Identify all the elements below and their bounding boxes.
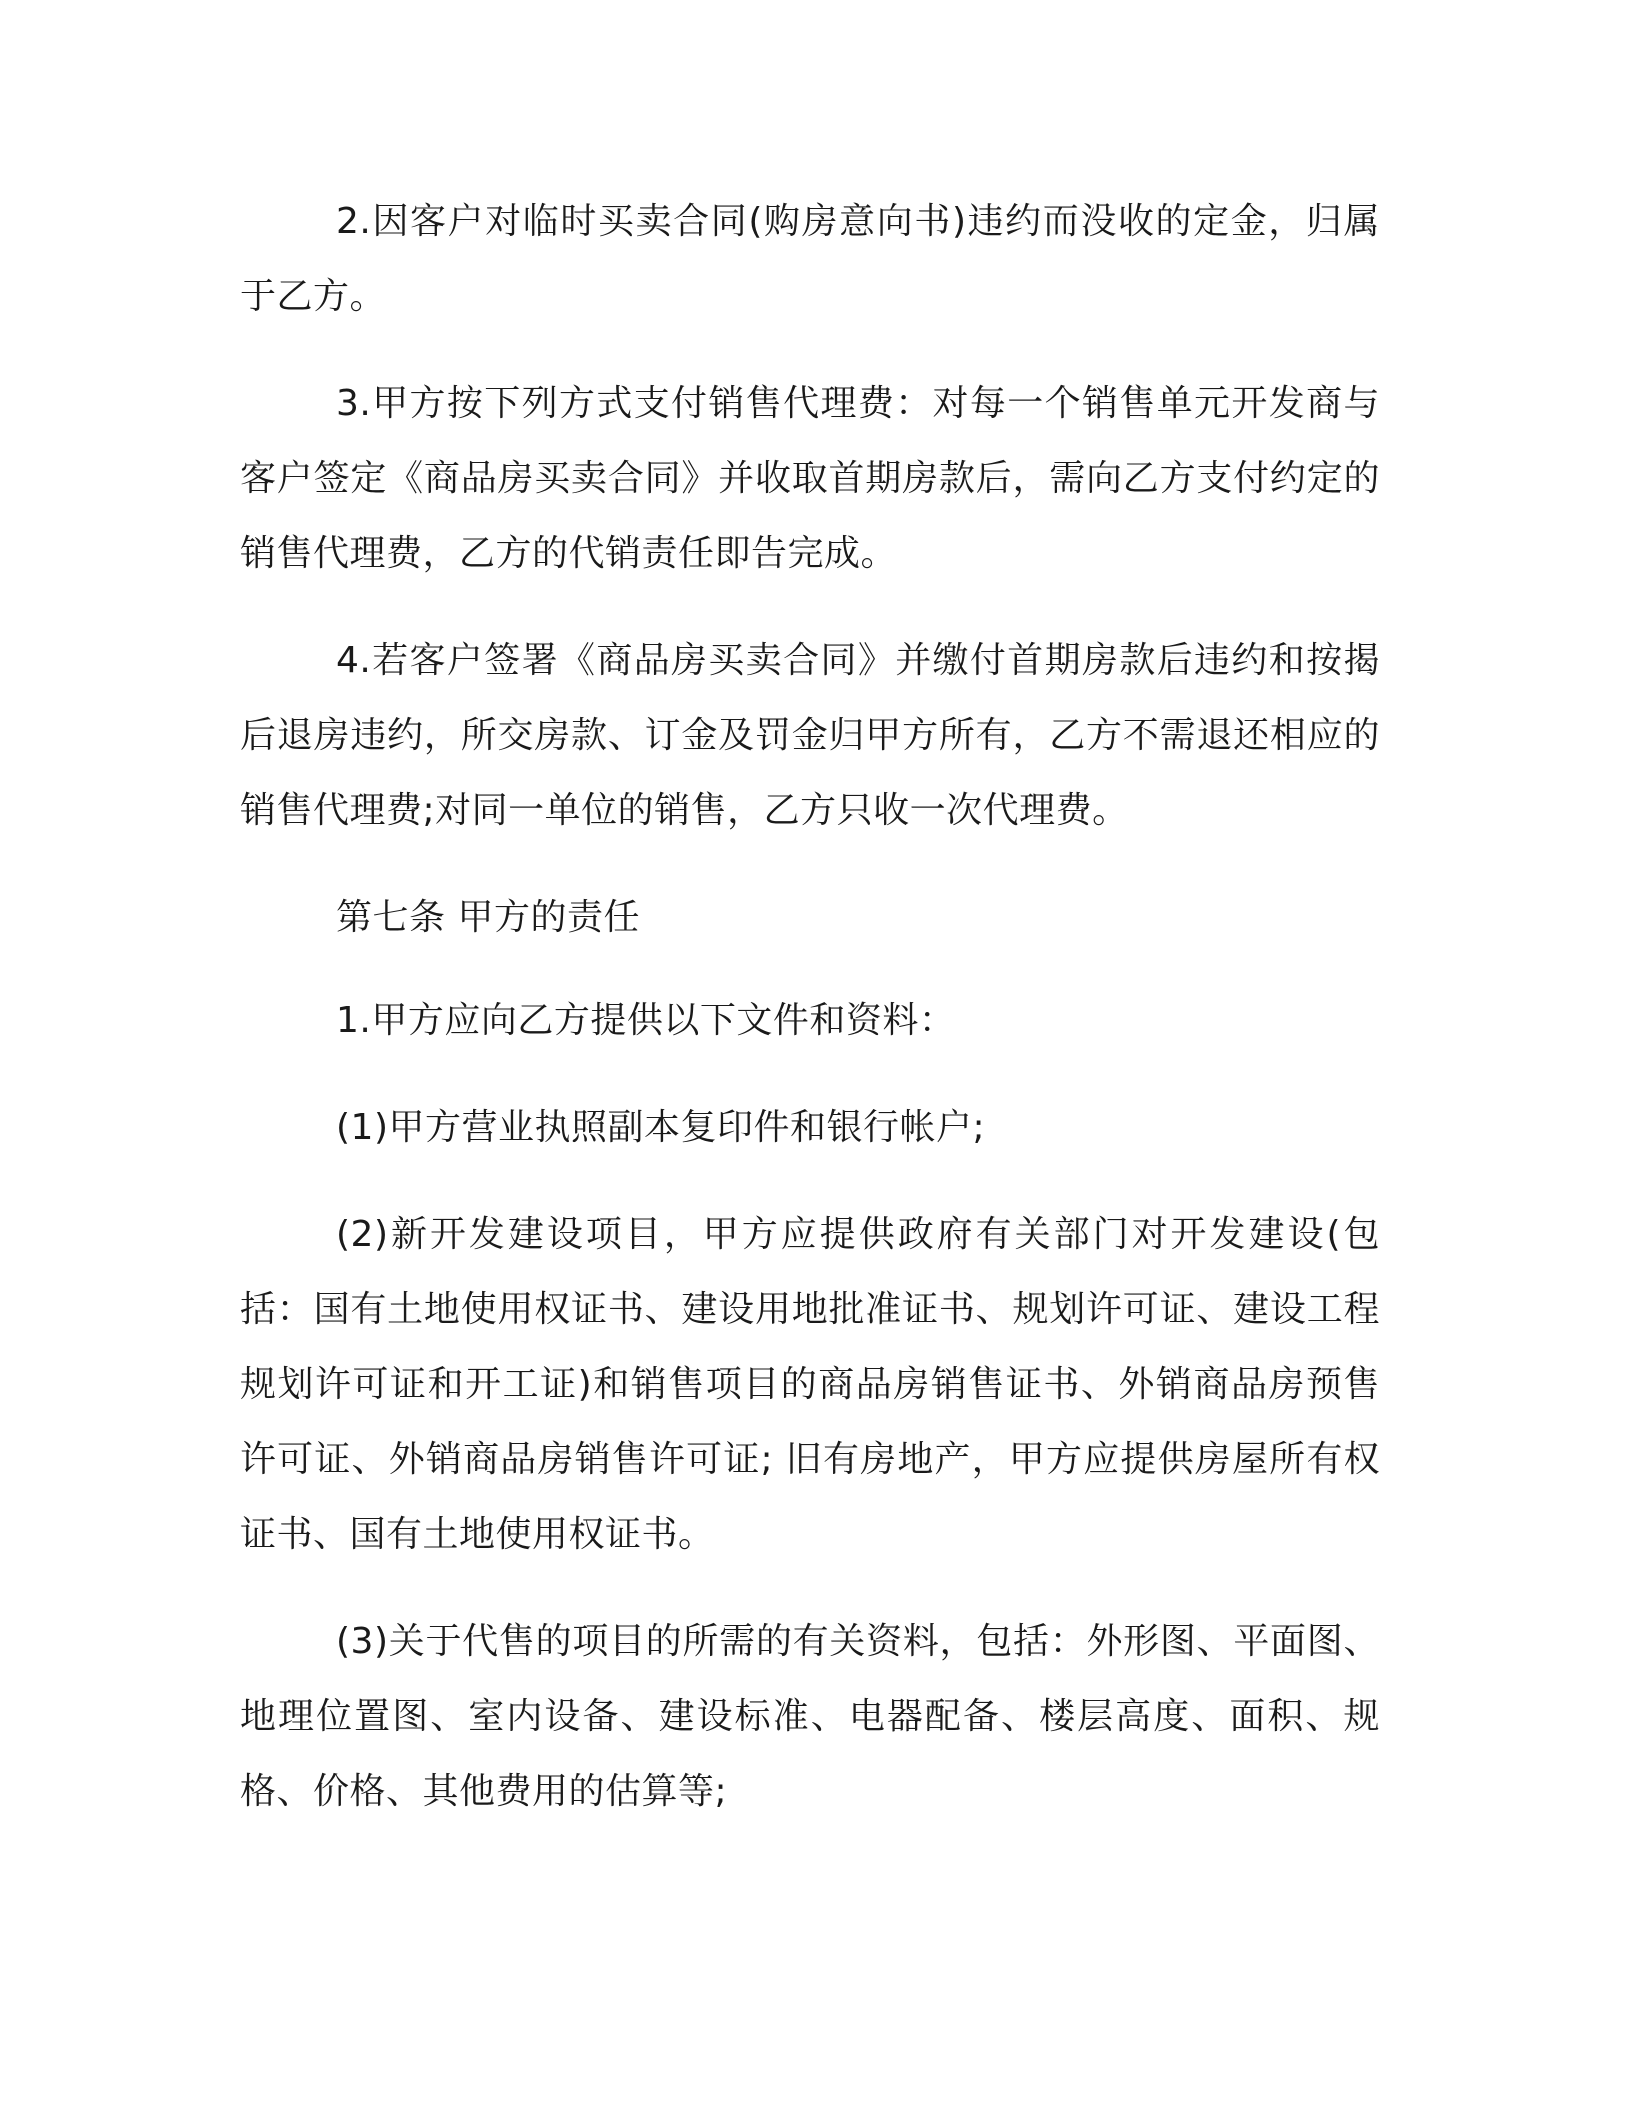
- paragraph-item-3: (3)关于代售的项目的所需的有关资料，包括：外形图、平面图、地理位置图、室内设备、建设标准、电器配备、楼层高度、面积、规格、价格、其他费用的估算等;: [240, 1621, 1380, 1812]
- document-page: [240, 184, 1380, 1861]
- paragraph-documents-intro: 1.甲方应向乙方提供以下文件和资料：: [336, 1000, 956, 1041]
- paragraph-forfeited-deposit: 2.因客户对临时买卖合同(购房意向书)违约而没收的定金，归属于乙方。: [240, 201, 1380, 317]
- paragraph-item-2: (2)新开发建设项目，甲方应提供政府有关部门对开发建设(包括：国有土地使用权证书、建设用地批准证书、规划许可证、建设工程规划许可证和开工证)和销售项目的商品房销售证书、外销商品房预售许可证、外销商品房销售许可证; 旧有房地产，甲方应提供房屋所有权证书、国有土地使用权证书。: [240, 1214, 1380, 1555]
- paragraph-item-1: (1)甲方营业执照副本复印件和银行帐户;: [336, 1107, 986, 1148]
- paragraph-breach-refund: 4.若客户签署《商品房买卖合同》并缴付首期房款后违约和按揭后退房违约，所交房款、订金及罚金归甲方所有，乙方不需退还相应的销售代理费;对同一单位的销售，乙方只收一次代理费。: [240, 640, 1380, 831]
- section-heading-article-7: 第七条 甲方的责任: [336, 897, 640, 938]
- paragraph-agency-fee-payment: 3.甲方按下列方式支付销售代理费：对每一个销售单元开发商与客户签定《商品房买卖合同》并收取首期房款后，需向乙方支付约定的销售代理费，乙方的代销责任即告完成。: [240, 383, 1380, 574]
